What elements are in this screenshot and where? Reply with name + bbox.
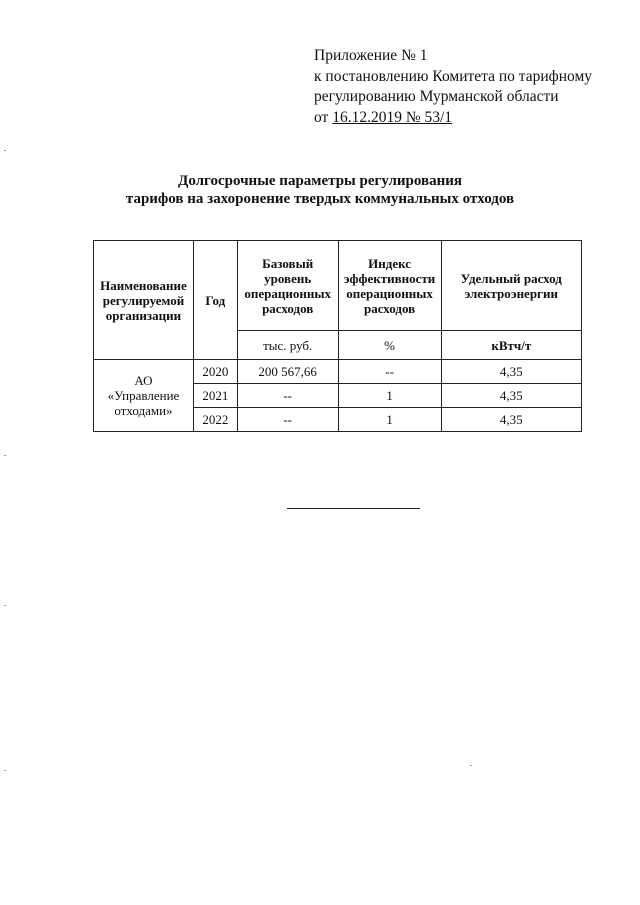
scan-artifact bbox=[4, 455, 6, 456]
cell-base-level: 200 567,66 bbox=[237, 360, 338, 384]
organization-name: АО «Управление отходами» bbox=[94, 360, 194, 432]
appendix-line-2: к постановлению Комитета по тарифному bbox=[314, 67, 593, 85]
header-energy-consumption: Удельный расход электроэнергии bbox=[441, 241, 581, 331]
cell-year: 2020 bbox=[193, 360, 237, 384]
scan-artifact bbox=[4, 770, 6, 771]
resolution-date: 16.12.2019 bbox=[332, 108, 402, 126]
title-line-1: Долгосрочные параметры регулирования bbox=[178, 173, 462, 189]
closing-line bbox=[287, 508, 420, 509]
header-year: Год bbox=[193, 241, 237, 360]
appendix-line-4 bbox=[314, 108, 592, 129]
parameters-table bbox=[93, 240, 582, 432]
cell-year: 2021 bbox=[193, 384, 237, 408]
document-title bbox=[0, 172, 640, 208]
cell-base-level: -- bbox=[237, 408, 338, 432]
title-line-2: тарифов на захоронение твердых коммунальных отходов bbox=[125, 191, 515, 207]
appendix-line-1: Приложение № 1 bbox=[314, 47, 428, 64]
resolution-number: 53/1 bbox=[424, 108, 453, 126]
cell-year: 2022 bbox=[193, 408, 237, 432]
unit-base-level: тыс. руб. bbox=[237, 331, 338, 360]
cell-base-level: -- bbox=[237, 384, 338, 408]
scan-artifact bbox=[470, 765, 472, 766]
scan-artifact bbox=[4, 605, 6, 606]
unit-energy: кВтч/т bbox=[441, 331, 581, 360]
header-organization: Наименование регулируемой организации bbox=[94, 241, 194, 360]
cell-energy: 4,35 bbox=[441, 408, 581, 432]
cell-efficiency-index: 1 bbox=[338, 384, 441, 408]
header-base-level: Базовый уровень операционных расходов bbox=[237, 241, 338, 331]
number-sign: № bbox=[401, 108, 425, 126]
cell-efficiency-index: -- bbox=[338, 360, 441, 384]
appendix-line-3: регулированию Мурманской области bbox=[314, 88, 559, 105]
cell-energy: 4,35 bbox=[441, 384, 581, 408]
unit-efficiency-index: % bbox=[338, 331, 441, 360]
appendix-block bbox=[314, 46, 592, 128]
cell-energy: 4,35 bbox=[441, 360, 581, 384]
scan-artifact bbox=[4, 150, 6, 151]
header-row bbox=[94, 241, 582, 331]
cell-efficiency-index: 1 bbox=[338, 408, 441, 432]
table-row bbox=[94, 360, 582, 384]
date-prefix: от bbox=[314, 108, 333, 126]
header-efficiency-index: Индекс эффективности операционных расходов bbox=[338, 241, 441, 331]
